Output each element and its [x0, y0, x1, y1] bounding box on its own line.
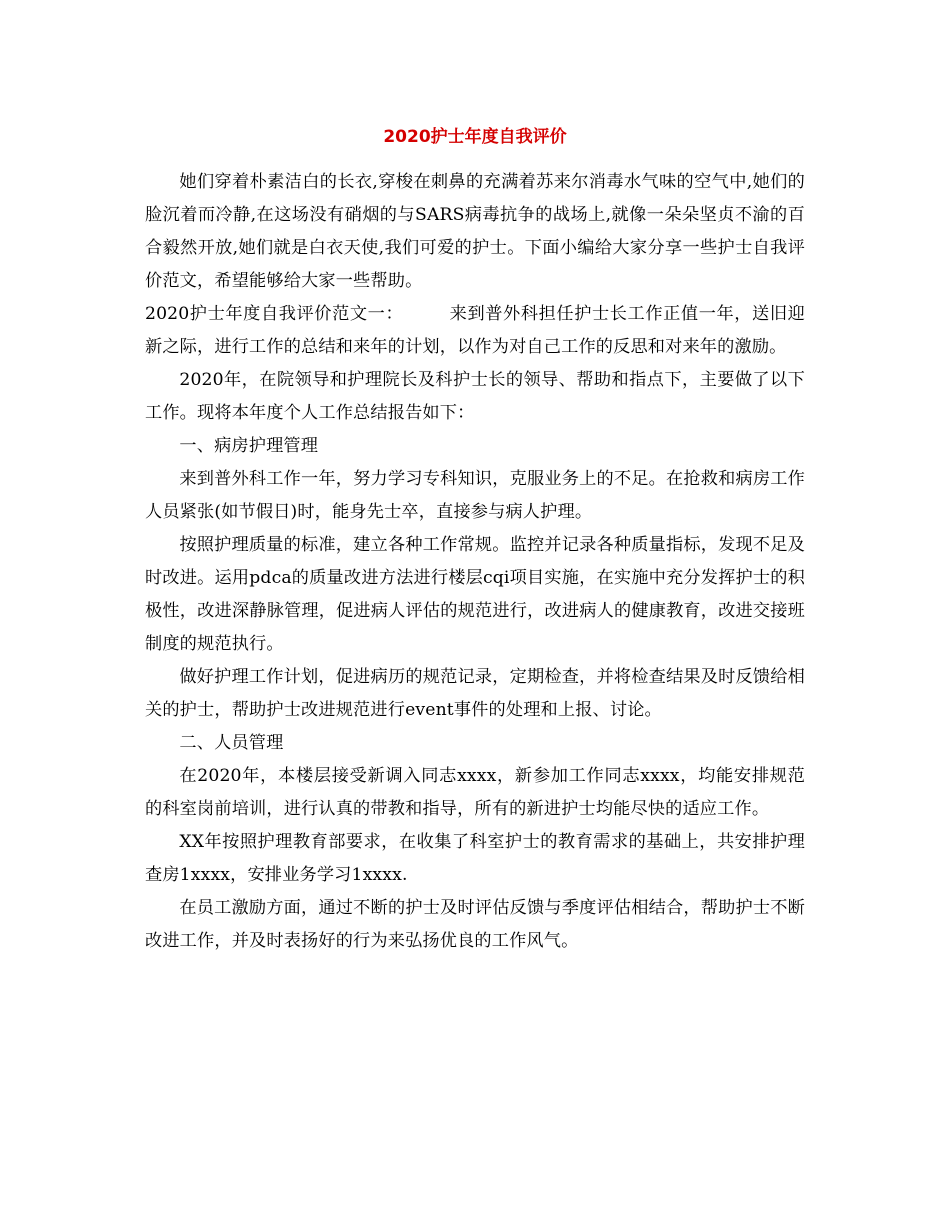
section-heading-staff: 二、人员管理	[179, 733, 284, 753]
ward-paragraph-3: 做好护理工作计划，促进病历的规范记录，定期检查，并将检查结果及时反馈给相关的护士，帮助护士改进规范进行event事件的处理和上报、讨论。	[145, 667, 805, 720]
document-title: 2020护士年度自我评价	[383, 127, 567, 147]
intro-paragraph: 她们穿着朴素洁白的长衣,穿梭在刺鼻的充满着苏来尔消毒水气味的空气中,她们的脸沉着而冷静,在这场没有硝烟的与SARS病毒抗争的战场上,就像一朵朵坚贞不渝的百合毅然开放,她们就是白衣天使,我们可爱的护士。下面小编给大家分享一些护士自我评价范文，希望能够给大家一些帮助。	[145, 172, 805, 291]
ward-paragraph-1: 来到普外科工作一年，努力学习专科知识，克服业务上的不足。在抢救和病房工作人员紧张(如节假日)时，能身先士卒，直接参与病人护理。	[145, 469, 805, 522]
ward-paragraph-2: 按照护理质量的标准，建立各种工作常规。监控并记录各种质量指标，发现不足及时改进。运用pdca的质量改进方法进行楼层cqi项目实施，在实施中充分发挥护士的积极性，改进深静脉管理，促进病人评估的规范进行，改进病人的健康教育，改进交接班制度的规范执行。	[145, 535, 805, 654]
sample-opening: 来到普外科担任护士长工作正值一年，送旧迎新之际，进行工作的总结和来年的计划，以作为对自己工作的反思和对来年的激励。	[145, 304, 805, 357]
sample-heading: 2020护士年度自我评价范文一：	[145, 304, 404, 324]
staff-paragraph-2: XX年按照护理教育部要求，在收集了科室护士的教育需求的基础上，共安排护理查房1xxxx，安排业务学习1xxxx.	[145, 832, 805, 885]
document-body	[145, 150, 805, 958]
section-heading-ward: 一、病房护理管理	[179, 436, 319, 456]
sample-paragraph	[145, 298, 805, 364]
staff-paragraph-1: 在2020年，本楼层接受新调入同志xxxx，新参加工作同志xxxx，均能安排规范的科室岗前培训，进行认真的带教和指导，所有的新进护士均能尽快的适应工作。	[145, 766, 805, 819]
staff-paragraph-3: 在员工激励方面，通过不断的护士及时评估反馈与季度评估相结合，帮助护士不断改进工作，并及时表扬好的行为来弘扬优良的工作风气。	[145, 898, 805, 951]
summary-paragraph: 2020年，在院领导和护理院长及科护士长的领导、帮助和指点下，主要做了以下工作。现将本年度个人工作总结报告如下：	[145, 370, 805, 423]
